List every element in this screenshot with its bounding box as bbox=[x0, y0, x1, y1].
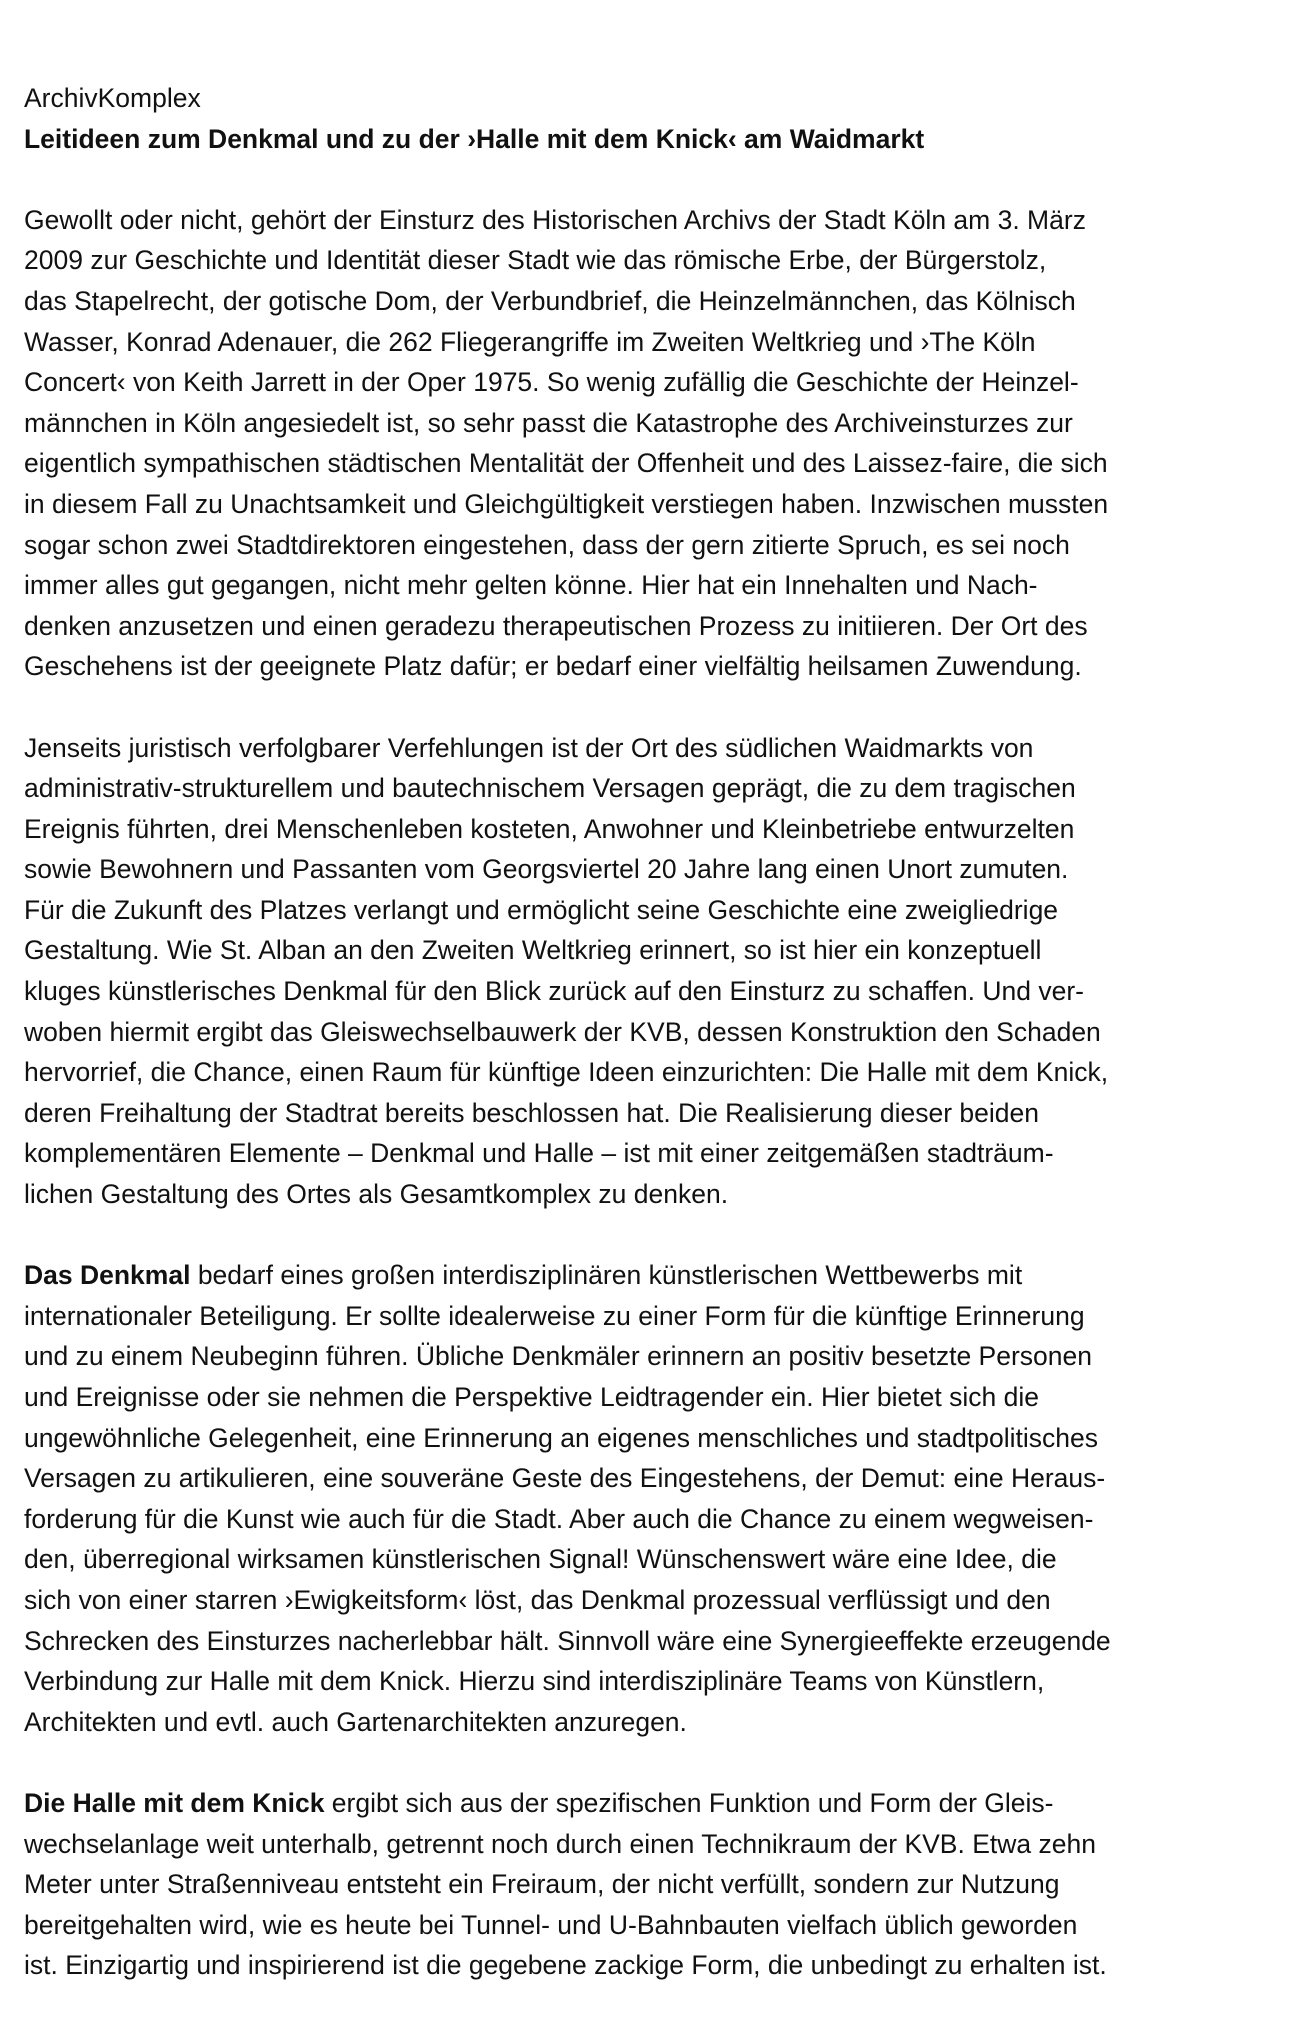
text-line: hervorrief, die Chance, einen Raum für künftige Ideen einzurichten: Die Halle mit dem Knick, bbox=[24, 1057, 1109, 1088]
paragraph-denkmal bbox=[24, 1255, 1264, 1742]
text-line: bereitgehalten wird, wie es heute bei Tunnel- und U-Bahnbauten vielfach üblich geworden bbox=[24, 1909, 1078, 1940]
text-line: Meter unter Straßenniveau entsteht ein Freiraum, der nicht verfüllt, sondern zur Nutzung bbox=[24, 1869, 1060, 1900]
text-line: den, überregional wirksamen künstlerischen Signal! Wünschenswert wäre eine Idee, die bbox=[24, 1544, 1057, 1575]
text-line: Versagen zu artikulieren, eine souveräne Geste des Eingestehens, der Demut: eine Heraus- bbox=[24, 1463, 1106, 1494]
text-line: administrativ-strukturellem und bautechnischem Versagen geprägt, die zu dem tragischen bbox=[24, 773, 1076, 804]
text-line: Geschehens ist der geeignete Platz dafür; er bedarf einer vielfältig heilsamen Zuwendung. bbox=[24, 651, 1082, 682]
text-line: komplementären Elemente – Denkmal und Halle – ist mit einer zeitgemäßen stadträum- bbox=[24, 1138, 1054, 1169]
text-line: forderung für die Kunst wie auch für die Stadt. Aber auch die Chance zu einem wegweisen- bbox=[24, 1503, 1094, 1534]
text-line: Für die Zukunft des Platzes verlangt und ermöglicht seine Geschichte eine zweigliedrige bbox=[24, 894, 1059, 925]
text-line: Concert‹ von Keith Jarrett in der Oper 1975. So wenig zufällig die Geschichte der Heinzel- bbox=[24, 367, 1079, 398]
text-line: Gestaltung. Wie St. Alban an den Zweiten Weltkrieg erinnert, so ist hier ein konzeptuell bbox=[24, 935, 1042, 966]
text-line bbox=[24, 1783, 1264, 1824]
text-line: ungewöhnliche Gelegenheit, eine Erinnerung an eigenes menschliches und stadtpolitisches bbox=[24, 1422, 1098, 1453]
text-line: und Ereignisse oder sie nehmen die Perspektive Leidtragender ein. Hier bietet sich die bbox=[24, 1382, 1039, 1412]
text-line: Architekten und evtl. auch Gartenarchitekten anzuregen. bbox=[24, 1706, 687, 1737]
text-line: lichen Gestaltung des Ortes als Gesamtkomplex zu denken. bbox=[24, 1179, 729, 1210]
text-line: Jenseits juristisch verfolgbarer Verfehlungen ist der Ort des südlichen Waidmarkts von bbox=[24, 732, 1034, 763]
paragraph-lead-rest: bedarf eines großen interdisziplinären künstlerischen Wettbewerbs mit bbox=[190, 1260, 1023, 1291]
paragraph-lead: Das Denkmal bbox=[24, 1260, 191, 1291]
text-line: Verbindung zur Halle mit dem Knick. Hierzu sind interdisziplinäre Teams von Künstlern, bbox=[24, 1666, 1045, 1697]
text-line: Ereignis führten, drei Menschenleben kosteten, Anwohner und Kleinbetriebe entwurzelten bbox=[24, 813, 1075, 844]
text-line: eigentlich sympathischen städtischen Mentalität der Offenheit und des Laissez-faire, die sich bbox=[24, 448, 1108, 479]
paragraph-intro bbox=[24, 200, 1264, 687]
text-line: männchen in Köln angesiedelt ist, so sehr passt die Katastrophe des Archiveinsturzes zur bbox=[24, 407, 1073, 438]
paragraph-halle bbox=[24, 1783, 1264, 1986]
document-header: ArchivKomplex bbox=[24, 83, 201, 113]
text-line: Wasser, Konrad Adenauer, die 262 Fliegerangriffe im Zweiten Weltkrieg und ›The Köln bbox=[24, 326, 1036, 357]
text-line: in diesem Fall zu Unachtsamkeit und Gleichgültigkeit verstiegen haben. Inzwischen mussten bbox=[24, 488, 1109, 519]
text-line: woben hiermit ergibt das Gleiswechselbauwerk der KVB, dessen Konstruktion den Schaden bbox=[24, 1016, 1101, 1047]
text-line: sich von einer starren ›Ewigkeitsform‹ löst, das Denkmal prozessual verflüssigt und den bbox=[24, 1584, 1051, 1615]
text-line: sogar schon zwei Stadtdirektoren eingestehen, dass der gern zitierte Spruch, es sei noch bbox=[24, 529, 1070, 560]
text-line: und zu einem Neubeginn führen. Übliche Denkmäler erinnern an positiv besetzte Personen bbox=[24, 1341, 1092, 1372]
document-page bbox=[24, 78, 1264, 1986]
text-line bbox=[24, 1255, 1264, 1296]
text-line: deren Freihaltung der Stadtrat bereits beschlossen hat. Die Realisierung dieser beiden bbox=[24, 1097, 1039, 1128]
text-line: Gewollt oder nicht, gehört der Einsturz des Historischen Archivs der Stadt Köln am 3. März bbox=[24, 204, 1086, 235]
document-title: Leitideen zum Denkmal und zu der ›Halle mit dem Knick‹ am Waidmarkt bbox=[24, 123, 925, 154]
text-line: sowie Bewohnern und Passanten vom Georgsviertel 20 Jahre lang einen Unort zumuten. bbox=[24, 854, 1069, 885]
paragraph-waidmarkt bbox=[24, 728, 1264, 1215]
text-line: ist. Einzigartig und inspirierend ist die gegebene zackige Form, die unbedingt zu erhalten ist. bbox=[24, 1950, 1107, 1981]
text-line: kluges künstlerisches Denkmal für den Blick zurück auf den Einsturz zu schaffen. Und ver- bbox=[24, 976, 1084, 1007]
paragraph-lead: Die Halle mit dem Knick bbox=[24, 1787, 325, 1818]
paragraph-lead-rest: ergibt sich aus der spezifischen Funktion und Form der Gleis- bbox=[324, 1787, 1054, 1818]
text-line: immer alles gut gegangen, nicht mehr gelten könne. Hier hat ein Innehalten und Nach- bbox=[24, 570, 1038, 601]
text-line: das Stapelrecht, der gotische Dom, der Verbundbrief, die Heinzelmännchen, das Kölnisch bbox=[24, 285, 1076, 316]
text-line: wechselanlage weit unterhalb, getrennt noch durch einen Technikraum der KVB. Etwa zehn bbox=[24, 1828, 1096, 1859]
text-line: denken anzusetzen und einen geradezu therapeutischen Prozess zu initiieren. Der Ort des bbox=[24, 610, 1088, 641]
text-line: internationaler Beteiligung. Er sollte idealerweise zu einer Form für die künftige Erinnerung bbox=[24, 1300, 1085, 1331]
text-line: 2009 zur Geschichte und Identität dieser Stadt wie das römische Erbe, der Bürgerstolz, bbox=[24, 245, 1047, 276]
text-line: Schrecken des Einsturzes nacherlebbar hält. Sinnvoll wäre eine Synergieeffekte erzeugende bbox=[24, 1625, 1111, 1656]
